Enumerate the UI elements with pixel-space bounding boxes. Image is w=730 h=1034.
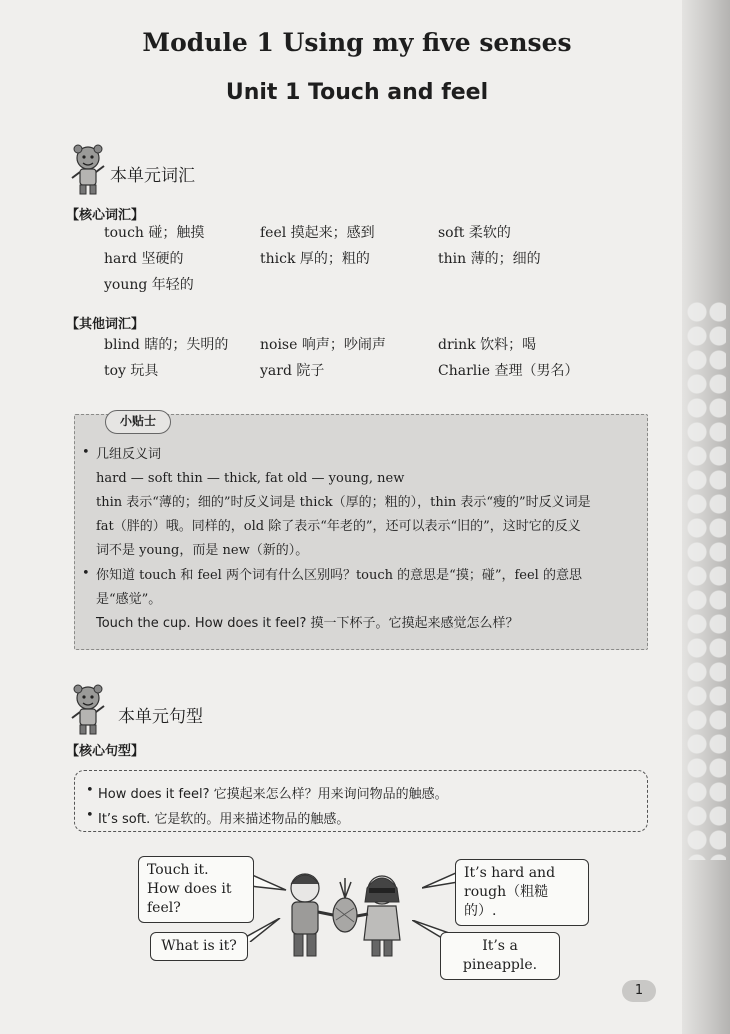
vocab-item: thin 薄的；细的 xyxy=(438,251,541,267)
bullet-icon: • xyxy=(86,808,94,823)
sentence-heading: 本单元句型 xyxy=(118,707,203,727)
tips-badge: 小贴士 xyxy=(105,410,171,434)
kids-pineapple-illustration xyxy=(270,860,420,960)
speech-bubble: It’s hard and rough（粗糙的）. xyxy=(455,859,589,926)
vocab-item: soft 柔软的 xyxy=(438,225,511,241)
bubble-tail xyxy=(422,868,458,890)
vocab-item: yard 院子 xyxy=(260,363,325,379)
core-sentence-label: 【核心句型】 xyxy=(66,744,145,759)
tip-bullet1-title: 几组反义词 xyxy=(96,447,162,462)
core-vocab-list xyxy=(104,223,544,295)
sentence-pattern: It’s soft. 它是软的。用来描述物品的触感。 xyxy=(98,812,350,827)
bubble-tail xyxy=(244,918,284,942)
sentence-pattern: How does it feel? 它摸起来怎么样？用来询问物品的触感。 xyxy=(98,787,448,802)
mascot-icon xyxy=(68,684,108,736)
vocab-item: noise 响声；吵闹声 xyxy=(260,337,386,353)
vocab-item: drink 饮料；喝 xyxy=(438,337,537,353)
page-number: 1 xyxy=(622,980,656,1002)
vocab-item: blind 瞎的；失明的 xyxy=(104,337,229,353)
bullet-icon: • xyxy=(82,445,90,460)
vocab-heading: 本单元词汇 xyxy=(110,166,195,186)
module-title: Module 1 Using my five senses xyxy=(142,28,572,57)
tip-antonyms: hard — soft thin — thick, fat old — young, new xyxy=(96,471,405,486)
vocab-item: young 年轻的 xyxy=(104,277,194,293)
vocab-item: feel 摸起来；感到 xyxy=(260,225,375,241)
decorative-dots xyxy=(686,300,726,860)
bullet-icon: • xyxy=(82,566,90,581)
tip-bullet2-line: 你知道 touch 和 feel 两个词有什么区别吗？touch 的意思是“摸；碰”，feel 的意思 xyxy=(96,568,582,583)
mascot-icon xyxy=(68,144,108,196)
tip-text-line: thin 表示“薄的；细的”时反义词是 thick（厚的；粗的），thin 表示“瘦的”时反义词是 xyxy=(96,495,591,510)
core-vocab-label: 【核心词汇】 xyxy=(66,208,145,223)
tip-example: Touch the cup. How does it feel? 摸一下杯子。它摸起来感觉怎么样？ xyxy=(96,616,519,631)
speech-bubble: What is it? xyxy=(150,932,248,961)
vocab-item: touch 碰；触摸 xyxy=(104,225,205,241)
other-vocab-list xyxy=(104,335,579,381)
vocab-item: toy 玩具 xyxy=(104,363,159,379)
tip-text-line: 词不是 young，而是 new（新的）。 xyxy=(96,543,309,558)
other-vocab-label: 【其他词汇】 xyxy=(66,317,145,332)
unit-title: Unit 1 Touch and feel xyxy=(225,80,489,105)
tip-text-line: fat（胖的）哦。同样的，old 除了表示“年老的”，还可以表示“旧的”，这时它的反义 xyxy=(96,519,581,534)
tip-bullet2-line: 是“感觉”。 xyxy=(96,592,162,607)
bullet-icon: • xyxy=(86,783,94,798)
vocab-item: thick 厚的；粗的 xyxy=(260,251,370,267)
vocab-item: hard 坚硬的 xyxy=(104,251,184,267)
speech-bubble: It’s a pineapple. xyxy=(440,932,560,980)
speech-bubble: Touch it. How does it feel? xyxy=(138,856,254,923)
vocab-item: Charlie 查理（男名） xyxy=(438,363,579,379)
bubble-tail xyxy=(250,872,290,892)
